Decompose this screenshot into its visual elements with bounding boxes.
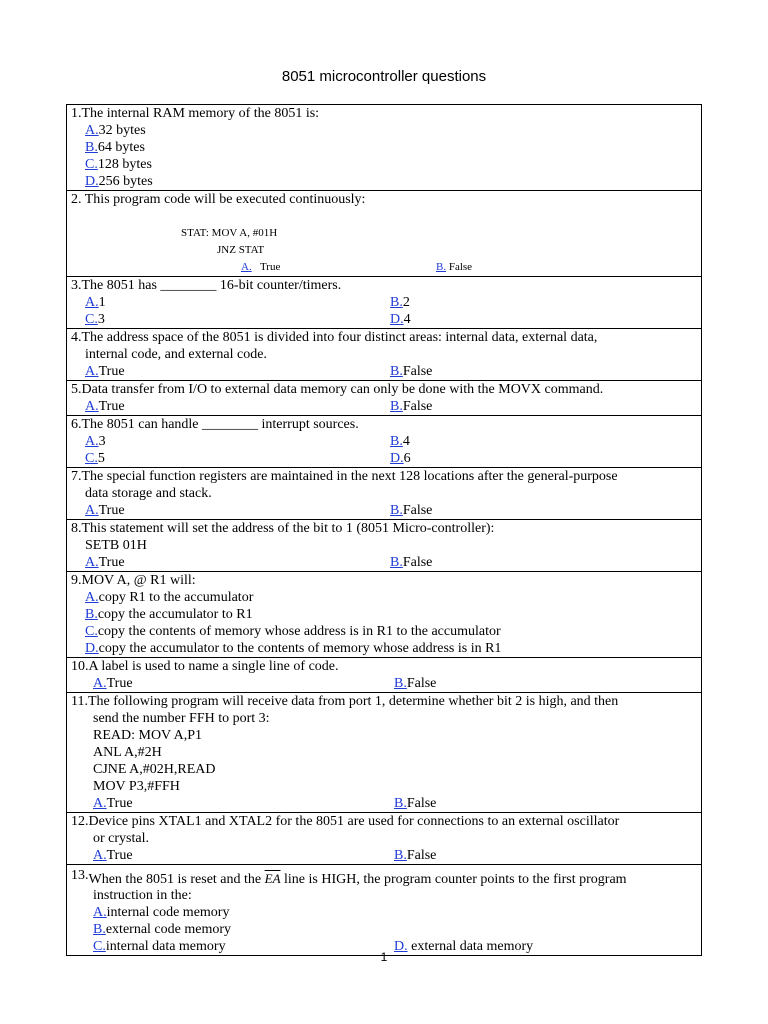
q13-number: 13.	[71, 868, 89, 883]
q6-option-b-link[interactable]: B.	[390, 434, 403, 449]
q6-option-b-text: 4	[402, 434, 410, 449]
q13-ea-signal: $\overline{EA}$	[264, 871, 281, 886]
q8-option-a-text: True	[98, 555, 125, 570]
q11-text-line-1: 11.The following program will receive data from port 1, determine whether bit 2 is high, and then	[71, 694, 619, 709]
q5-text: 5.Data transfer from I/O to external data memory can only be done with the MOVX command.	[71, 382, 604, 397]
q3-option-b-text: 2	[402, 295, 410, 310]
question-row-11	[67, 693, 702, 813]
q10-option-b-link[interactable]: B.	[394, 676, 407, 691]
question-row-10	[67, 658, 702, 693]
q3-option-a-link[interactable]: A.	[85, 295, 99, 310]
q6-text: 6.The 8051 can handle ________ interrupt sources.	[71, 417, 359, 432]
q2-option-b-text: False	[448, 261, 473, 273]
q9-option-c-text: copy the contents of memory whose address is in R1 to the accumulator	[97, 624, 501, 639]
q6-option-d-link[interactable]: D.	[390, 451, 404, 466]
q13-text-post: line is HIGH, the program counter points to the first program	[280, 872, 627, 887]
q8-option-b-link[interactable]: B.	[390, 555, 403, 570]
q11-code-line-2: ANL A,#2H	[93, 745, 162, 760]
q9-option-c-link[interactable]: C.	[85, 624, 98, 639]
q7-option-b-text: False	[402, 503, 433, 518]
question-row-5	[67, 381, 702, 416]
q9-option-d-link[interactable]: D.	[85, 641, 99, 656]
q2-code-line-1: STAT: MOV A, #01H	[181, 227, 278, 239]
q7-option-a-link[interactable]: A.	[85, 503, 99, 518]
q3-option-d-text: 4	[403, 312, 411, 327]
q8-code: SETB 01H	[85, 538, 147, 553]
q10-option-a-link[interactable]: A.	[93, 676, 107, 691]
q3-option-d-link[interactable]: D.	[390, 312, 404, 327]
q13-option-b-link[interactable]: B.	[93, 922, 106, 937]
q5-option-b-link[interactable]: B.	[390, 399, 403, 414]
q11-code-line-1: READ: MOV A,P1	[93, 728, 203, 743]
q13-option-d-text: external data memory	[407, 939, 534, 954]
question-row-7	[67, 468, 702, 520]
q3-option-c-link[interactable]: C.	[85, 312, 98, 327]
q4-option-a-link[interactable]: A.	[85, 364, 99, 379]
q10-option-a-text: True	[106, 676, 133, 691]
q1-option-d-text: 256 bytes	[98, 174, 153, 189]
q1-text: 1.The internal RAM memory of the 8051 is:	[71, 106, 320, 121]
q2-option-a-text: True	[259, 261, 281, 273]
q12-option-b-link[interactable]: B.	[394, 848, 407, 863]
q3-text: 3.The 8051 has ________ 16-bit counter/timers.	[71, 278, 342, 293]
q6-option-c-text: 5	[97, 451, 105, 466]
q12-text-line-1: 12.Device pins XTAL1 and XTAL2 for the 8051 are used for connections to an external oscillator	[71, 814, 620, 829]
q11-option-b-text: False	[406, 796, 437, 811]
question-row-1	[67, 105, 702, 191]
question-row-6	[67, 416, 702, 468]
q1-option-a-link[interactable]: A.	[85, 123, 99, 138]
q6-option-d-text: 6	[403, 451, 411, 466]
q11-code-line-3: CJNE A,#02H,READ	[93, 762, 216, 777]
page-number: 1	[380, 950, 388, 964]
q1-option-a-text: 32 bytes	[98, 123, 146, 138]
q9-option-d-text: copy the accumulator to the contents of memory whose address is in R1	[98, 641, 502, 656]
q4-text-line-2: internal code, and external code.	[85, 347, 267, 362]
q5-option-a-link[interactable]: A.	[85, 399, 99, 414]
q7-option-a-text: True	[98, 503, 125, 518]
q1-option-b-text: 64 bytes	[97, 140, 145, 155]
q13-option-c-text: internal data memory	[105, 939, 226, 954]
q3-option-c-text: 3	[97, 312, 105, 327]
q9-option-a-link[interactable]: A.	[85, 590, 99, 605]
q9-option-a-text: copy R1 to the accumulator	[98, 590, 254, 605]
q8-text: 8.This statement will set the address of the bit to 1 (8051 Micro-controller):	[71, 521, 495, 536]
q8-option-b-text: False	[402, 555, 433, 570]
question-row-2	[67, 191, 702, 277]
q13-text-line-2: instruction in the:	[93, 888, 192, 903]
q6-option-a-link[interactable]: A.	[85, 434, 99, 449]
q9-text: 9.MOV A, @ R1 will:	[71, 573, 196, 588]
question-row-3	[67, 277, 702, 329]
question-row-4	[67, 329, 702, 381]
question-row-8	[67, 520, 702, 572]
q13-option-b-text: external code memory	[105, 922, 232, 937]
q12-option-a-text: True	[106, 848, 133, 863]
q2-option-a-link[interactable]: A.	[241, 261, 252, 273]
q13-option-c-link[interactable]: C.	[93, 939, 106, 954]
q13-option-a-link[interactable]: A.	[93, 905, 107, 920]
q1-option-c-text: 128 bytes	[97, 157, 152, 172]
q5-option-a-text: True	[98, 399, 125, 414]
q5-option-b-text: False	[402, 399, 433, 414]
q11-code-line-4: MOV P3,#FFH	[93, 779, 180, 794]
q13-text-pre: When the 8051 is reset and the	[88, 872, 265, 887]
q6-option-a-text: 3	[98, 434, 106, 449]
q11-option-a-link[interactable]: A.	[93, 796, 107, 811]
page-title: 8051 microcontroller questions	[281, 68, 487, 85]
q4-option-b-link[interactable]: B.	[390, 364, 403, 379]
q8-option-a-link[interactable]: A.	[85, 555, 99, 570]
q3-option-b-link[interactable]: B.	[390, 295, 403, 310]
q13-option-a-text: internal code memory	[106, 905, 230, 920]
q2-code-line-2: JNZ STAT	[217, 244, 265, 256]
q1-option-b-link[interactable]: B.	[85, 140, 98, 155]
q4-option-a-text: True	[98, 364, 125, 379]
q3-option-a-text: 1	[98, 295, 106, 310]
q12-text-line-2: or crystal.	[93, 831, 149, 846]
q11-option-b-link[interactable]: B.	[394, 796, 407, 811]
q7-text-line-1: 7.The special function registers are maintained in the next 128 locations after the general-purpose	[71, 469, 618, 484]
q7-text-line-2: data storage and stack.	[85, 486, 212, 501]
questions-table	[66, 104, 702, 956]
q2-text: 2. This program code will be executed continuously:	[71, 192, 366, 207]
q4-option-b-text: False	[402, 364, 433, 379]
q9-option-b-link[interactable]: B.	[85, 607, 98, 622]
q9-option-b-text: copy the accumulator to R1	[97, 607, 253, 622]
q2-option-b-link[interactable]: B.	[436, 261, 447, 273]
q10-text: 10.A label is used to name a single line of code.	[71, 659, 339, 674]
q1-option-d-link[interactable]: D.	[85, 174, 99, 189]
q4-text-line-1: 4.The address space of the 8051 is divided into four distinct areas: internal data, external data,	[71, 330, 598, 345]
q1-option-c-link[interactable]: C.	[85, 157, 98, 172]
q12-option-b-text: False	[406, 848, 437, 863]
q13-option-d-link[interactable]: D.	[394, 939, 408, 954]
q10-option-b-text: False	[406, 676, 437, 691]
question-row-12	[67, 813, 702, 865]
q11-text-line-2: send the number FFH to port 3:	[93, 711, 270, 726]
question-row-9	[67, 572, 702, 658]
q12-option-a-link[interactable]: A.	[93, 848, 107, 863]
q11-option-a-text: True	[106, 796, 133, 811]
question-row-13	[67, 865, 702, 956]
q6-option-c-link[interactable]: C.	[85, 451, 98, 466]
q7-option-b-link[interactable]: B.	[390, 503, 403, 518]
